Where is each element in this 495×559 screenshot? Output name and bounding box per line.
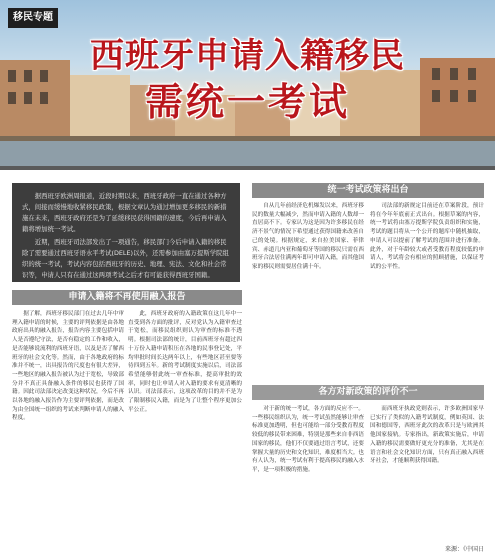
column-3-text: 自从几年前经济危机爆发以来，西班牙移民的数量大幅减少，然而申请入籍的人数却一直居高不下。专家认为这是因为许多移民在经济不景气的情况下希望通过获得国籍来改善自己的处境。根据规定，来自拉美国家、菲律宾、赤道几内亚和葡萄牙等国的移民只需在西班牙合法居住满两年即可申请入籍，而其他国家的移民则需要居住满十年。 bbox=[252, 203, 364, 270]
section-heading-right-top: 统一考试政策将出台 bbox=[252, 183, 484, 198]
article-column-5 bbox=[252, 405, 364, 552]
intro-paragraph-1: 据西班牙欧洲周报道，近段时期以来，西班牙政府一直在通过各种方式，间接而缓慢地收紧移民政策，根据文章认为通过增加更多移民的新措施在未来，西班牙政府还是为了延缓移民获得国籍的速度，今后再申请入籍将增加统一考试。 bbox=[22, 192, 227, 233]
article-column-4 bbox=[370, 202, 484, 382]
article-column-1 bbox=[12, 310, 124, 552]
article-column-2 bbox=[128, 310, 242, 552]
section-heading-right-bottom: 各方对新政策的评价不一 bbox=[252, 385, 484, 400]
column-5-text: 对于新的统一考试，各方面的反应不一。一些移民组织认为，统一考试虽然能够让审查标准更加透明，但也可能给一部分受教育程度较低的移民带来困难，特别是那些来自非西语国家的移民，他们不仅要通过语言考试，还要掌握大量的历史和文化知识，难度相当大。也有人认为，统一考试有利于提高移民的融入水平，是一项积极的措施。 bbox=[252, 406, 364, 473]
headline-line-2: 需统一考试 bbox=[144, 79, 350, 124]
section-tag: 移民专题 bbox=[8, 8, 58, 28]
intro-box bbox=[12, 183, 240, 282]
column-4-text: 司法部的新规定目前还在草案阶段，预计将在今年年底前正式出台。根据草案的内容，统一考试将由塞万提斯学院负责组织和实施，考试的题目将从一个公开的题库中随机抽取，申请人可以提前了解考试的范围并进行准备。此外，对于年龄较大或者受教育程度较低的申请人，考试将会有相应的照顾措施，以保证考试的公平性。 bbox=[370, 203, 484, 270]
article-column-3 bbox=[252, 202, 364, 382]
article-column-6 bbox=[370, 405, 484, 545]
hero-photo bbox=[0, 0, 495, 170]
column-2-text: 此，西班牙政府的入籍政策在这几年中一直受到各方面的批评，反对党认为入籍审查过于宽松，而移民组织则认为审查的标准不透明。根据司法部的统计，目前西班牙有超过四十万份入籍申请积压在各地的民事登记处，平均审批时间长达两年以上，有些地区甚至要等待四到五年。新的考试制度实施以后，司法部希望能够借此统一审查标准，提高审批的效率，同时也让申请人对入籍的要求有更清晰的认识。司法部表示，这项改革的目的并不是为了限制移民入籍，而是为了让整个程序更加公平公正。 bbox=[128, 311, 242, 413]
headline bbox=[0, 34, 495, 126]
column-6-text: 而西班牙执政党则表示，许多欧洲国家早已实行了类似的入籍考试制度，例如英国、法国和德国等，西班牙此次的改革只是与欧洲其他国家接轨。专家指出，新政策实施后，申请入籍的移民需要做好更充分的准备，尤其是在语言和社会文化知识方面，只有真正融入西班牙社会，才能顺利获得国籍。 bbox=[370, 406, 484, 465]
intro-paragraph-2: 近期，西班牙司法部发出了一项通告，移民部门今后申请入籍的移民除了需要通过西班牙语水平考试(DELE)以外，还需参加由塞万提斯学院组织的统一考试，考试内容包括西班牙的历史、地理、宪法、文化和社会常识等，申请人只有在通过这两项考试之后才有可能获得西班牙国籍。 bbox=[22, 238, 229, 279]
source-signature: 来源：《中国日 bbox=[444, 546, 484, 553]
column-1-text: 据了解，西班牙移民部门在过去几年中审理入籍申请的时候，主要的评判依据是由各地政府出具的融入报告，报告内容主要包括申请人是否遵纪守法，是否有稳定的工作和收入，是否能够说流利的西班牙语，以及是否了解西班牙的社会文化等。然而，由于各地政府的标准并不统一，出具报告的尺度也有很大差异，一些地区的融入报告被认为过于宽松，导致部分并不真正具备融入条件的移民也获得了国籍。因此司法部决定改变这种状况，今后不再以各地的融入报告作为主要评判依据，而是改为由全国统一组织的考试来判断申请人的融入程度。 bbox=[12, 311, 124, 422]
section-heading-left: 申请入籍将不再使用融入报告 bbox=[12, 290, 242, 305]
headline-line-1: 西班牙申请入籍移民 bbox=[90, 36, 405, 76]
